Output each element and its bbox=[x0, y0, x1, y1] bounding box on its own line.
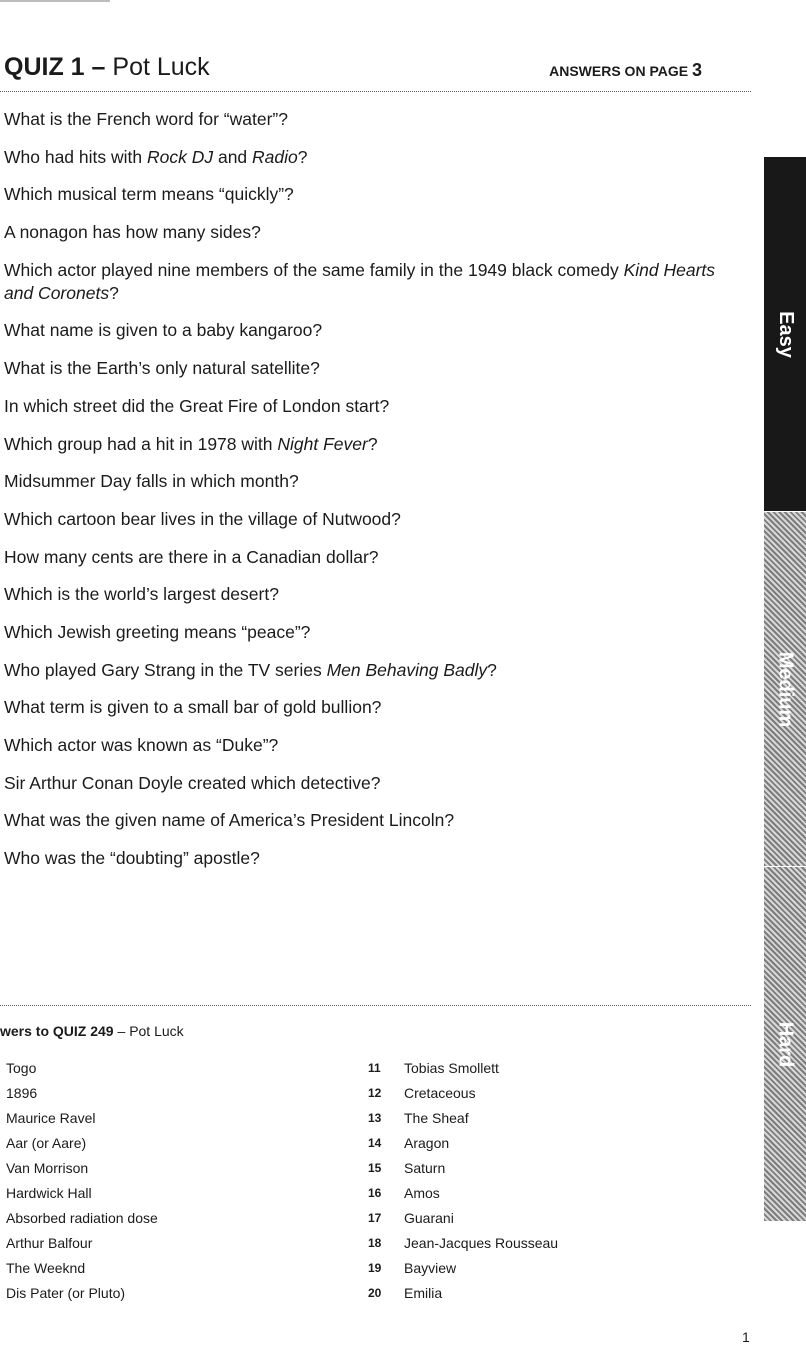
question-item bbox=[4, 508, 734, 531]
quiz-header bbox=[0, 50, 752, 86]
quiz-label: QUIZ 1 bbox=[4, 53, 85, 81]
tab-easy[interactable] bbox=[764, 157, 806, 511]
answer-left-item: Hardwick Hall bbox=[6, 1185, 92, 1201]
question-text: Which group had a hit in 1978 with bbox=[4, 433, 278, 454]
question-text: Which actor was known as “Duke”? bbox=[4, 735, 279, 755]
answer-left-item: Absorbed radiation dose bbox=[6, 1210, 158, 1226]
question-item bbox=[4, 659, 734, 682]
question-text: Which Jewish greeting means “peace”? bbox=[4, 621, 311, 642]
question-text: Who was the “doubting” apostle? bbox=[4, 848, 260, 869]
question-item bbox=[4, 433, 734, 456]
answers-ref-text: ANSWERS ON PAGE bbox=[549, 63, 689, 79]
question-text: What is the Earth’s only natural satellite? bbox=[4, 358, 320, 379]
answer-right-item: Aragon bbox=[404, 1135, 450, 1151]
answer-right-item: Emilia bbox=[404, 1285, 443, 1301]
answer-number: 19 bbox=[368, 1261, 382, 1275]
question-text: Sir Arthur Conan Doyle created which detective? bbox=[4, 772, 381, 793]
question-text: ? bbox=[487, 659, 497, 680]
answer-right-item: Bayview bbox=[404, 1260, 457, 1276]
answer-number: 16 bbox=[368, 1186, 382, 1200]
question-text: ? bbox=[297, 146, 308, 167]
answer-right-item: The Sheaf bbox=[404, 1110, 469, 1126]
question-item bbox=[4, 357, 734, 380]
question-item bbox=[4, 395, 734, 418]
question-text: Which musical term means “quickly”? bbox=[4, 184, 294, 205]
answers-divider bbox=[0, 1005, 751, 1006]
answers-heading-name: Pot Luck bbox=[129, 1023, 184, 1039]
question-text: What name is given to a baby kangaroo? bbox=[4, 320, 323, 341]
question-text: ? bbox=[109, 282, 119, 303]
answer-number: 20 bbox=[368, 1286, 382, 1300]
answer-right-item: Cretaceous bbox=[404, 1085, 476, 1101]
page-number: 1 bbox=[742, 1329, 750, 1345]
question-list bbox=[4, 108, 734, 885]
answer-left-item: Van Morrison bbox=[6, 1160, 89, 1176]
answers-heading bbox=[0, 1020, 184, 1042]
tab-medium[interactable] bbox=[764, 511, 806, 866]
answer-left-item: Aar (or Aare) bbox=[6, 1135, 87, 1151]
question-item bbox=[4, 847, 734, 870]
question-item bbox=[4, 221, 734, 244]
question-item bbox=[4, 470, 734, 493]
question-item bbox=[4, 546, 734, 569]
question-text: What is the French word for “water”? bbox=[4, 109, 288, 129]
question-title-italic: Night Fever bbox=[277, 433, 368, 454]
answer-number: 17 bbox=[368, 1211, 382, 1225]
question-item bbox=[4, 319, 734, 342]
answers-grid bbox=[0, 1056, 760, 1308]
answer-number: 12 bbox=[368, 1086, 382, 1100]
header-divider bbox=[0, 91, 751, 92]
quiz-name: Pot Luck bbox=[112, 53, 210, 81]
question-text: Who played Gary Strang in the TV series bbox=[4, 659, 327, 680]
tab-hard-label: Hard bbox=[774, 1021, 797, 1067]
question-item bbox=[4, 696, 734, 719]
question-text: ? bbox=[367, 433, 378, 454]
answer-left-item: Dis Pater (or Pluto) bbox=[6, 1285, 126, 1301]
answers-heading-prefix: wers to bbox=[0, 1023, 50, 1039]
question-text: and bbox=[213, 146, 253, 167]
answer-number: 13 bbox=[368, 1111, 382, 1125]
answer-left-item: Maurice Ravel bbox=[6, 1110, 96, 1126]
answers-heading-quiz: QUIZ 249 bbox=[52, 1023, 114, 1039]
question-text: Which is the world’s largest desert? bbox=[4, 584, 279, 605]
answer-right-item: Tobias Smollett bbox=[404, 1060, 499, 1076]
answer-left-item: The Weeknd bbox=[6, 1260, 86, 1276]
top-rule bbox=[0, 0, 110, 2]
answers-reference bbox=[549, 58, 702, 83]
answer-right-item: Saturn bbox=[404, 1160, 446, 1176]
question-title-italic: Radio bbox=[252, 146, 298, 167]
answer-number: 14 bbox=[368, 1136, 382, 1150]
question-text: Who had hits with bbox=[4, 146, 147, 167]
tab-easy-label: Easy bbox=[774, 310, 797, 358]
answer-number: 11 bbox=[368, 1061, 381, 1075]
answer-left-item: Togo bbox=[6, 1060, 37, 1076]
answer-number: 15 bbox=[368, 1161, 382, 1175]
answer-right-item: Guarani bbox=[404, 1210, 454, 1226]
question-text: Midsummer Day falls in which month? bbox=[4, 471, 299, 492]
answer-right-item: Amos bbox=[404, 1185, 440, 1201]
question-text: What term is given to a small bar of gold bullion? bbox=[4, 697, 382, 718]
question-item bbox=[4, 809, 734, 832]
question-item bbox=[4, 621, 734, 644]
answers-heading-dash: – bbox=[117, 1023, 126, 1039]
answers-ref-page: 3 bbox=[691, 60, 702, 80]
question-text: Which actor played nine members of the same family in the 1949 black comedy bbox=[4, 259, 624, 280]
question-item bbox=[4, 183, 734, 206]
answer-left-item: Arthur Balfour bbox=[6, 1235, 93, 1251]
question-item bbox=[4, 772, 734, 795]
answer-left-item: 1896 bbox=[6, 1085, 38, 1101]
answer-number: 18 bbox=[368, 1236, 382, 1250]
question-text: Which cartoon bear lives in the village of Nutwood? bbox=[4, 508, 401, 529]
question-title-italic: Men Behaving Badly bbox=[326, 659, 488, 680]
question-text: How many cents are there in a Canadian dollar? bbox=[4, 546, 379, 567]
question-title-italic: Rock DJ bbox=[146, 146, 214, 167]
question-text: In which street did the Great Fire of London start? bbox=[4, 395, 390, 416]
question-item bbox=[4, 583, 734, 606]
question-item bbox=[4, 146, 734, 169]
question-title-italic: Kind Hearts and Coronets bbox=[4, 259, 716, 303]
question-text: A nonagon has how many sides? bbox=[4, 222, 261, 243]
difficulty-tabs bbox=[764, 157, 806, 1220]
question-text: What was the given name of America’s President Lincoln? bbox=[4, 810, 455, 831]
answer-right-item: Jean-Jacques Rousseau bbox=[404, 1235, 559, 1251]
question-item bbox=[4, 259, 734, 305]
page-title bbox=[4, 50, 210, 84]
question-item bbox=[4, 734, 734, 757]
tab-medium-label: Medium bbox=[774, 651, 797, 727]
question-item bbox=[4, 108, 734, 131]
title-dash: – bbox=[91, 53, 106, 81]
tab-hard[interactable] bbox=[764, 866, 806, 1221]
